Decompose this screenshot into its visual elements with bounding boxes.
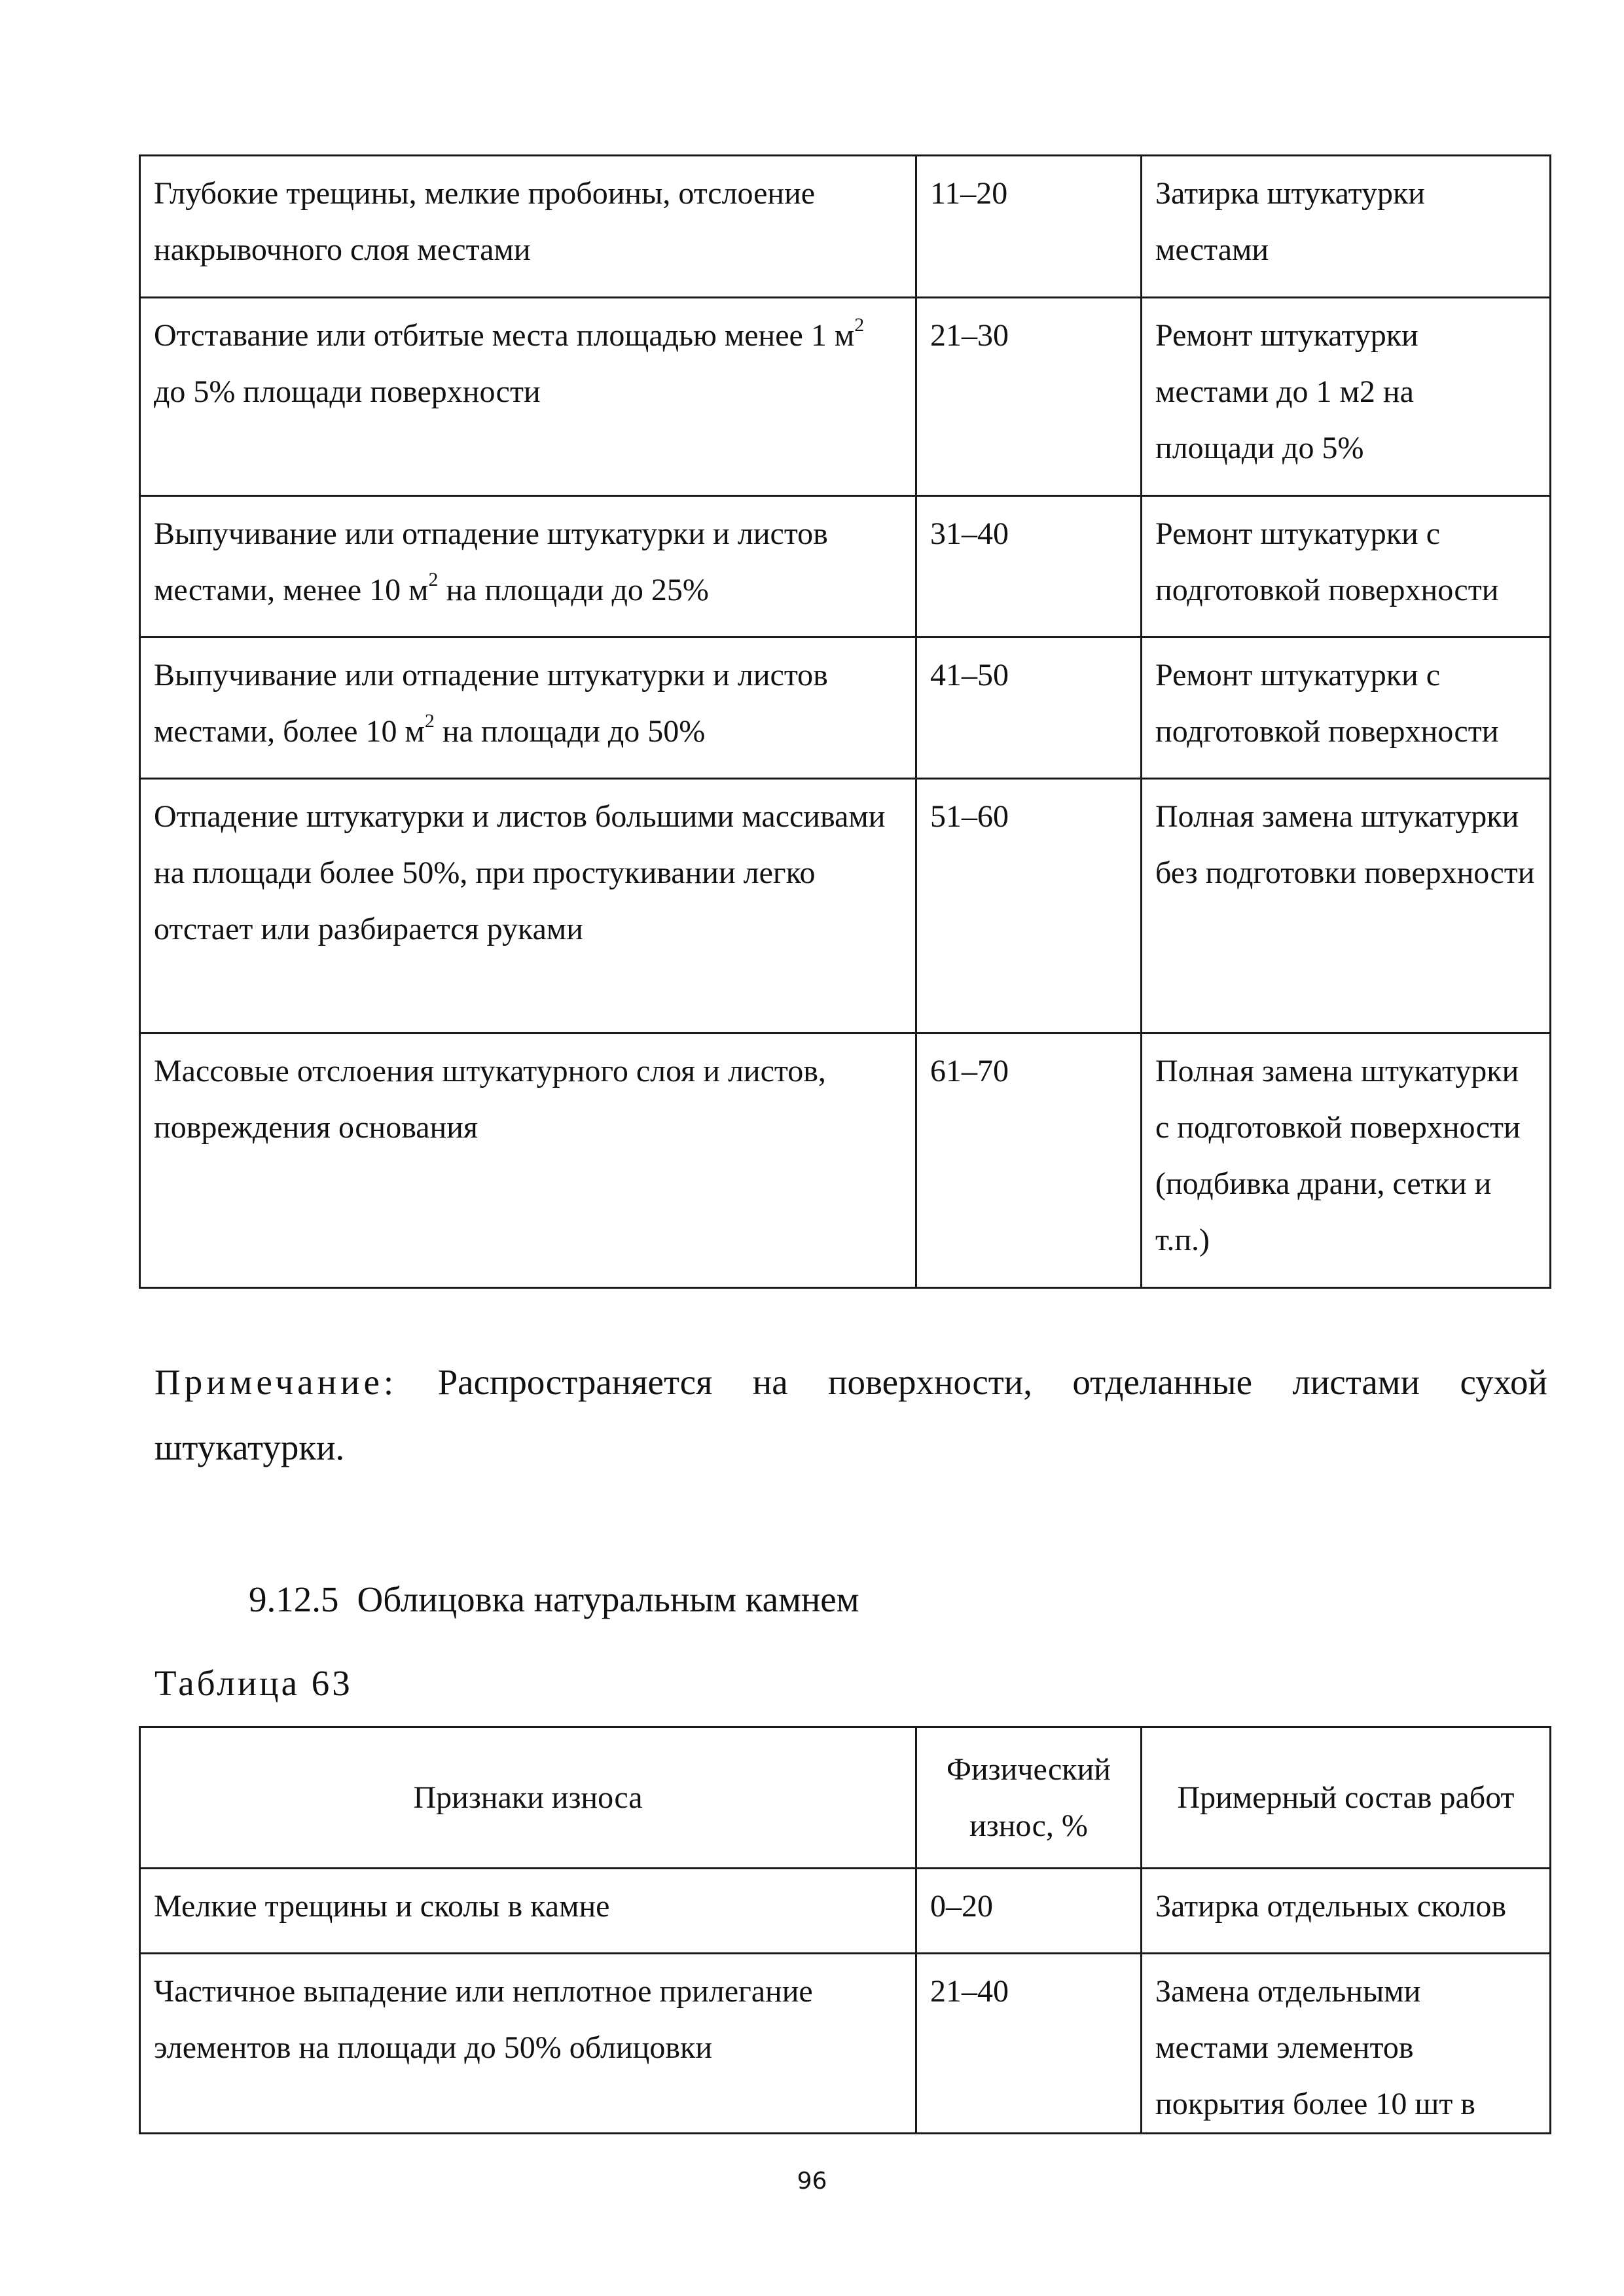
work-cell: Затирка штукатурки местами [1142, 156, 1551, 298]
work-cell: Полная замена штукатурки с подготовкой поверхности (подбивка драни, сетки и т.п.) [1142, 1033, 1551, 1288]
wear-cell: 21–30 [916, 298, 1142, 496]
superscript: 2 [854, 314, 865, 336]
table-row [140, 1033, 1551, 1288]
header-work: Примерный состав работ [1142, 1727, 1551, 1869]
sign-text: Выпучивание или отпадение штукатурки и листов местами, менее 10 м [154, 516, 828, 607]
sign-text: Выпучивание или отпадение штукатурки и листов местами, более 10 м [154, 658, 828, 749]
header-row [140, 1727, 1551, 1869]
table-row [140, 156, 1551, 298]
header-sign: Признаки износа [140, 1727, 916, 1869]
wear-cell: 31–40 [916, 496, 1142, 637]
note-label: Примечание: [154, 1362, 398, 1402]
sign-text-tail: на площади до 50% [434, 714, 706, 749]
wear-cell: 0–20 [916, 1869, 1142, 1954]
table-row [140, 298, 1551, 496]
section-heading [249, 1573, 859, 1626]
wear-cell: 51–60 [916, 779, 1142, 1033]
wear-cell: 11–20 [916, 156, 1142, 298]
sign-cell: Глубокие трещины, мелкие пробоины, отслоение накрывочного слоя местами [140, 156, 916, 298]
section-number: 9.12.5 [249, 1579, 339, 1619]
superscript: 2 [428, 569, 439, 590]
table-63 [139, 1726, 1551, 2134]
wear-table-continued [139, 154, 1551, 1289]
sign-text: Отставание или отбитые места площадью менее 1 м [154, 318, 855, 353]
superscript: 2 [424, 710, 435, 732]
table-row [140, 779, 1551, 1033]
table-row [140, 637, 1551, 779]
sign-cell [140, 298, 916, 496]
table-caption: Таблица 63 [154, 1663, 353, 1703]
page-number: 96 [797, 2168, 827, 2195]
sign-cell [140, 496, 916, 637]
sign-text-tail: на площади до 25% [438, 573, 709, 607]
work-cell: Замена отдельными местами элементов покрытия более 10 шт в [1142, 1954, 1551, 2134]
sign-cell: Отпадение штукатурки и листов большими массивами на площади более 50%, при простукивании легко отстает или разбирается руками [140, 779, 916, 1033]
sign-cell: Массовые отслоения штукатурного слоя и листов, повреждения основания [140, 1033, 916, 1288]
work-cell: Ремонт штукатурки с подготовкой поверхности [1142, 637, 1551, 779]
work-cell: Ремонт штукатурки местами до 1 м2 на площади до 5% [1142, 298, 1551, 496]
wear-cell: 41–50 [916, 637, 1142, 779]
sign-text-tail: до 5% площади поверхности [154, 374, 541, 409]
note-paragraph [154, 1350, 1547, 1480]
note-text: Распространяется на поверхности, отделанные листами сухой штукатурки. [154, 1362, 1547, 1467]
wear-cell: 61–70 [916, 1033, 1142, 1288]
section-title: Облицовка натуральным камнем [357, 1579, 859, 1619]
table-row [140, 496, 1551, 637]
sign-cell: Мелкие трещины и сколы в камне [140, 1869, 916, 1954]
table-row [140, 1954, 1551, 2134]
work-cell: Ремонт штукатурки с подготовкой поверхности [1142, 496, 1551, 637]
sign-cell: Частичное выпадение или неплотное прилегание элементов на площади до 50% облицовки [140, 1954, 916, 2134]
wear-cell: 21–40 [916, 1954, 1142, 2134]
work-cell: Затирка отдельных сколов [1142, 1869, 1551, 1954]
sign-cell [140, 637, 916, 779]
header-wear: Физический износ, % [916, 1727, 1142, 1869]
table-row [140, 1869, 1551, 1954]
work-cell: Полная замена штукатурки без подготовки поверхности [1142, 779, 1551, 1033]
